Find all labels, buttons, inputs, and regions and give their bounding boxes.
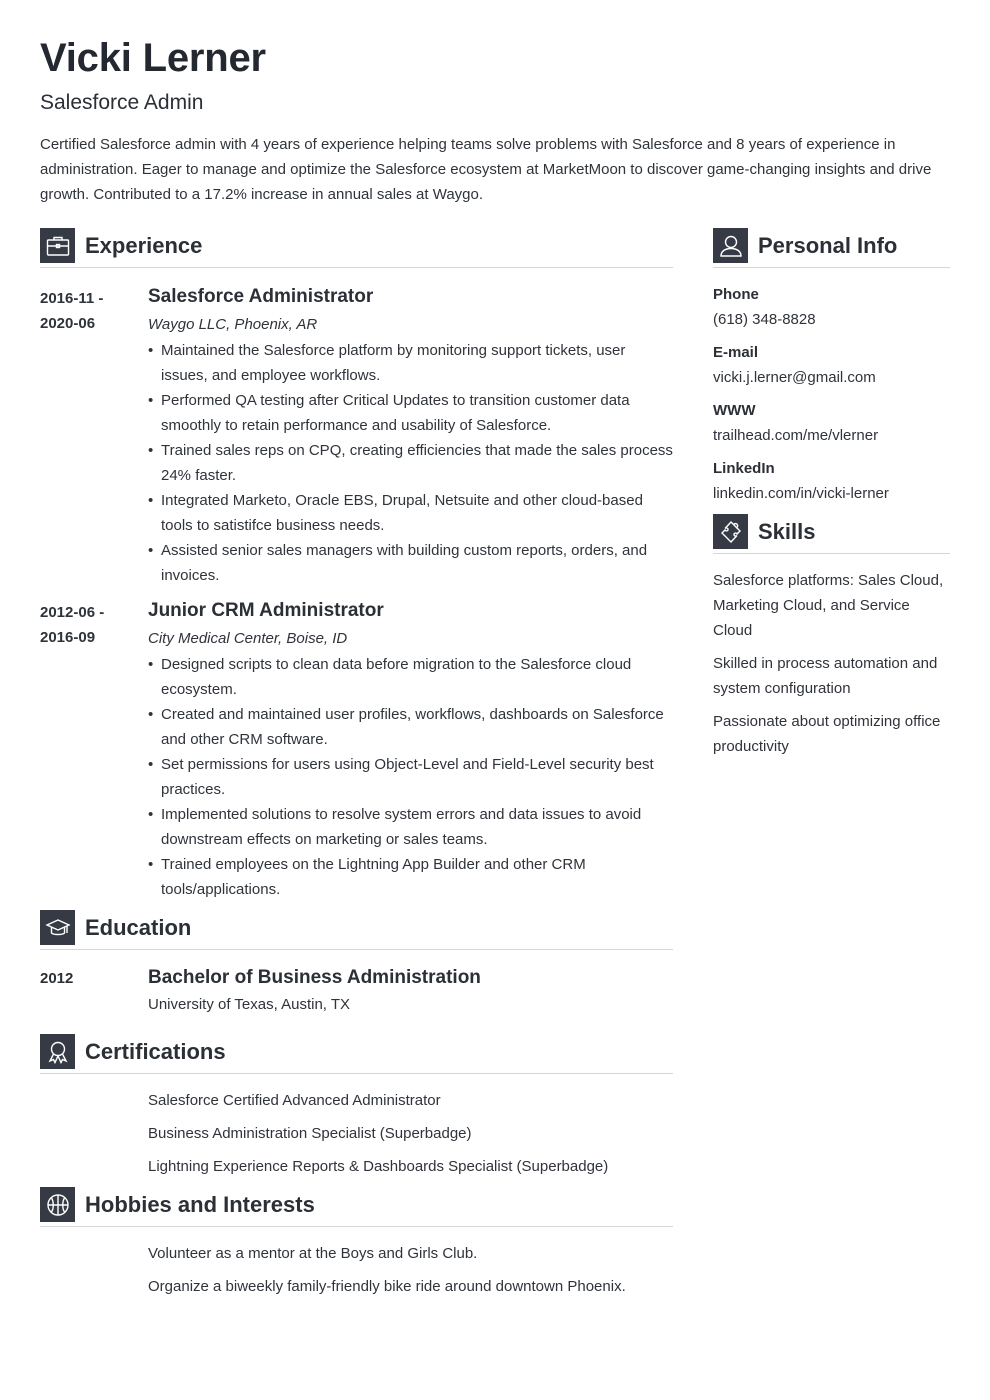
job-title: Salesforce Admin [40,91,204,114]
www-label: WWW [713,402,756,419]
job-position: Salesforce Administrator [148,286,374,307]
bullet-item: • Trained employees on the Lightning App Builder and other CRM tools/applications. [148,852,673,902]
skills-header [713,514,950,554]
certifications-header [40,1034,673,1074]
job-position: Junior CRM Administrator [148,600,384,621]
hobby-item: Volunteer as a mentor at the Boys and Girls Club. [148,1245,478,1262]
bullet-item: • Implemented solutions to resolve system errors and data issues to avoid downstream effects on marketing or sales teams. [148,802,673,852]
certification-item: Business Administration Specialist (Superbadge) [148,1125,472,1142]
hobbies-list [148,1241,673,1299]
job-company: City Medical Center, Boise, ID [148,630,348,647]
skills-title: Skills [758,519,816,544]
certification-item: Lightning Experience Reports & Dashboards Specialist (Superbadge) [148,1158,609,1175]
briefcase-icon [40,228,75,263]
bullet-item: • Set permissions for users using Object-Level and Field-Level security best practices. [148,752,673,802]
hobbies-title: Hobbies and Interests [85,1192,315,1217]
email-label: E-mail [713,344,759,361]
job-bullets [148,652,673,902]
www-value: trailhead.com/me/vlerner [713,427,879,444]
education-entry [40,964,673,1018]
phone-value: (618) 348-8828 [713,311,816,328]
hobby-item: Organize a biweekly family-friendly bike ride around downtown Phoenix. [148,1278,626,1295]
linkedin-value: linkedin.com/in/vicki-lerner [713,485,889,502]
job-dates: 2012-06 - 2016-09 [40,604,105,646]
education-school: University of Texas, Austin, TX [148,996,351,1013]
job-dates: 2016-11 - 2020-06 [40,290,104,332]
bullet-item: • Trained sales reps on CPQ, creating efficiencies that made the sales process 24% faster. [148,438,673,488]
left-column [40,228,673,1307]
hobbies-header [40,1187,673,1227]
bullet-item: • Integrated Marketo, Oracle EBS, Drupal, Netsuite and other cloud-based tools to satistifce business needs. [148,488,673,538]
experience-title: Experience [85,233,203,258]
education-degree: Bachelor of Business Administration [148,967,481,988]
summary: Certified Salesforce admin with 4 years of experience helping teams solve problems with Salesforce and 8 years of experience in administration. Eager to manage and optimize the Salesforce ecosystem at MarketMoon to discover game-changing insights and drive growth. Contributed to a 17.2% increase in annual sales at Waygo. [40,136,932,203]
certification-item: Salesforce Certified Advanced Administrator [148,1092,441,1109]
job-entry [40,596,673,902]
bullet-item: • Created and maintained user profiles, workflows, dashboards on Salesforce and other CRM software. [148,702,673,752]
education-year: 2012 [40,970,74,987]
bullet-item: • Designed scripts to clean data before migration to the Salesforce cloud ecosystem. [148,652,673,702]
bullet-item: • Performed QA testing after Critical Updates to transition customer data smoothly to retain performance and usability of Salesforce. [148,388,673,438]
experience-header [40,228,673,268]
skill-item: Passionate about optimizing office productivity [713,713,941,755]
education-header [40,910,673,950]
education-title: Education [85,915,192,940]
candidate-name: Vicki Lerner [40,36,266,80]
job-company: Waygo LLC, Phoenix, AR [148,316,318,333]
award-icon [40,1034,75,1069]
right-column [713,228,950,767]
graduation-cap-icon [40,910,75,945]
personal-info-header [713,228,950,268]
bullet-item: • Assisted senior sales managers with building custom reports, orders, and invoices. [148,538,673,588]
job-entry [40,282,673,588]
phone-label: Phone [713,286,759,303]
skill-item: Skilled in process automation and system configuration [713,655,938,697]
certifications-title: Certifications [85,1039,226,1064]
skill-item: Salesforce platforms: Sales Cloud, Marketing Cloud, and Service Cloud [713,572,944,639]
basketball-icon [40,1187,75,1222]
personal-info-title: Personal Info [758,233,898,258]
user-icon [713,228,748,263]
bullet-item: • Maintained the Salesforce platform by monitoring support tickets, user issues, and employee workflows. [148,338,673,388]
email-value: vicki.j.lerner@gmail.com [713,369,876,386]
certifications-list [148,1088,673,1179]
job-bullets [148,338,673,588]
puzzle-icon [713,514,748,549]
linkedin-label: LinkedIn [713,460,775,477]
